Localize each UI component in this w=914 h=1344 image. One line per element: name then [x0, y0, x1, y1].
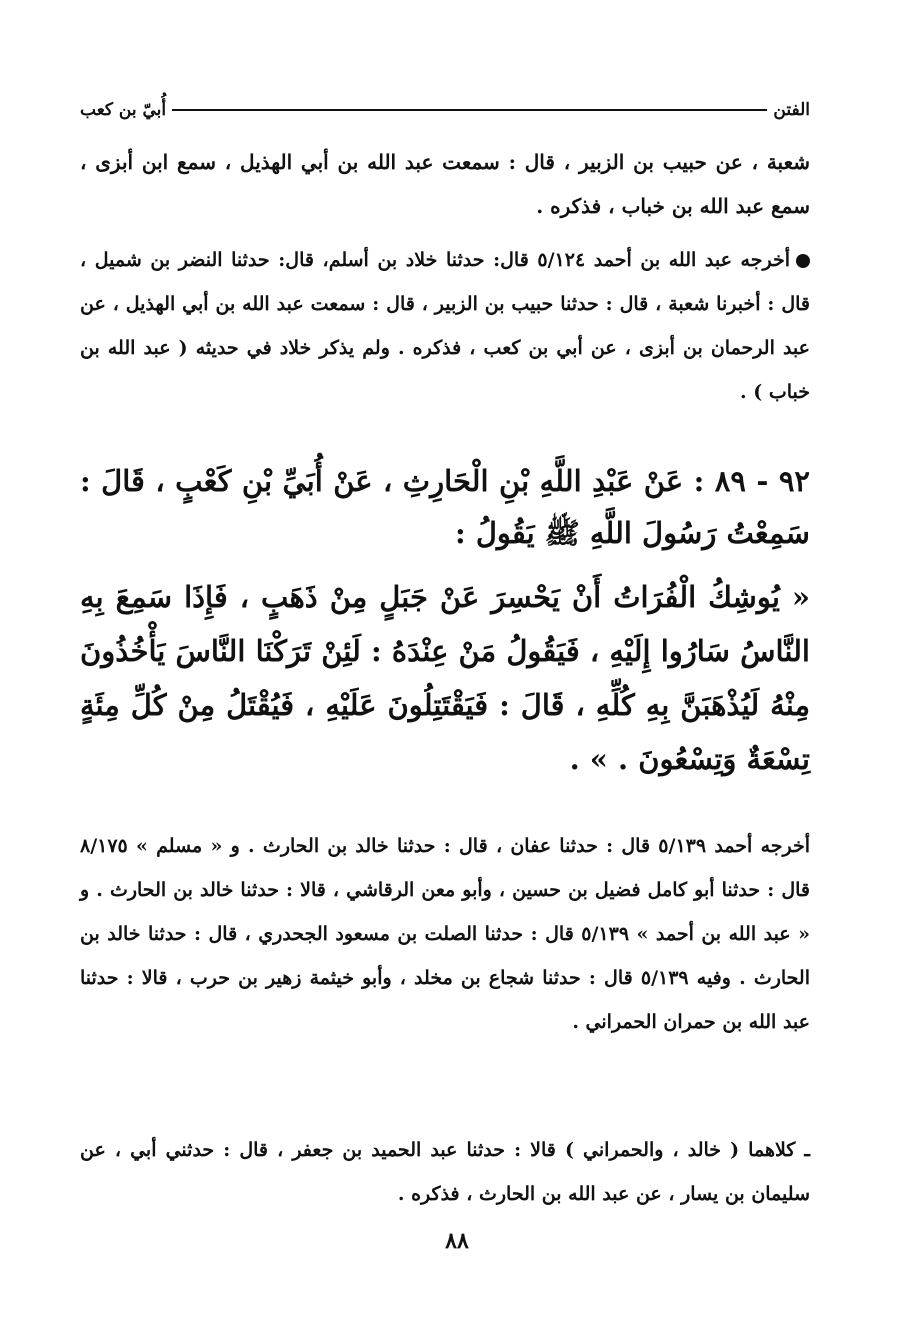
header-chapter-title: الفتن	[773, 100, 810, 120]
header-section-title: أُبيّ بن كعب	[80, 100, 167, 120]
paragraph-takhrij-1-text: أخرجه عبد الله بن أحمد ٥/١٢٤ قال: حدثنا خلاد بن أسلم، قال: حدثنا النضر بن شميل ، قال : أخبرنا شعبة ، قال : حدثنا حبيب بن الزبير ، قال : سمعت عبد الله بن أبي الهذيل ، عن عبد الرحمان بن أبزى ، عن أبي بن كعب ، فذكره . ولم يذكر خلاد في حديثه ( عبد الله بن خباب ) .	[80, 249, 810, 403]
paragraph-takhrij-1	[80, 238, 810, 414]
paragraph-chain-continuation: شعبة ، عن حبيب بن الزبير ، قال : سمعت عبد الله بن أبي الهذيل ، سمع ابن أبزى ، سمع عبد الله بن خباب ، فذكره .	[80, 150, 810, 218]
paragraph-takhrij-3: ـ كلاهما ( خالد ، والحمراني ) قالا : حدثنا عبد الحميد بن جعفر ، قال : حدثني أبي ، عن سليمان بن يسار ، عن عبد الله بن الحارث ، فذكره .	[80, 1139, 810, 1205]
bullet-icon	[796, 254, 810, 268]
paragraph-takhrij-2: أخرجه أحمد ٥/١٣٩ قال : حدثنا عفان ، قال : حدثنا خالد بن الحارث . و « مسلم » ٨/١٧٥ قال : حدثنا أبو كامل فضيل بن حسين ، وأبو معن الرقاشي ، قالا : حدثنا خالد بن الحارث . و « عبد الله بن أحمد » ٥/١٣٩ قال : حدثنا الصلت بن مسعود الجحدري ، قال : حدثنا خالد بن الحارث . وفيه ٥/١٣٩ قال : حدثنا شجاع بن مخلد ، وأبو خيثمة زهير بن حرب ، قالا : حدثنا عبد الله بن حمران الحمراني .	[80, 835, 811, 1033]
hadith-text: « يُوشِكُ الْفُرَاتُ أَنْ يَحْسِرَ عَنْ جَبَلٍ مِنْ ذَهَبٍ ، فَإِذَا سَمِعَ بِهِ النَّاسُ سَارُوا إِلَيْهِ ، فَيَقُولُ مَنْ عِنْدَهُ : لَئِنْ تَرَكْنَا النَّاسَ يَأْخُذُونَ مِنْهُ لَيُذْهَبَنَّ بِهِ كُلِّهِ ، قَالَ : فَيَقْتَتِلُونَ عَلَيْهِ ، فَيُقْتَلُ مِنْ كُلِّ مِئَةٍ تِسْعَةٌ وَتِسْعُونَ . » .	[80, 580, 810, 776]
page-number: ٨٨	[445, 1228, 469, 1254]
hadith-heading: ٩٢ - ٨٩ : عَنْ عَبْدِ اللَّهِ بْنِ الْحَارِثِ ، عَنْ أُبَيِّ بْنِ كَعْبٍ ، قَالَ : سَمِعْتُ رَسُولَ اللَّهِ ﷺ يَقُولُ :	[80, 464, 810, 550]
header-rule	[172, 109, 767, 111]
running-header	[80, 86, 810, 120]
